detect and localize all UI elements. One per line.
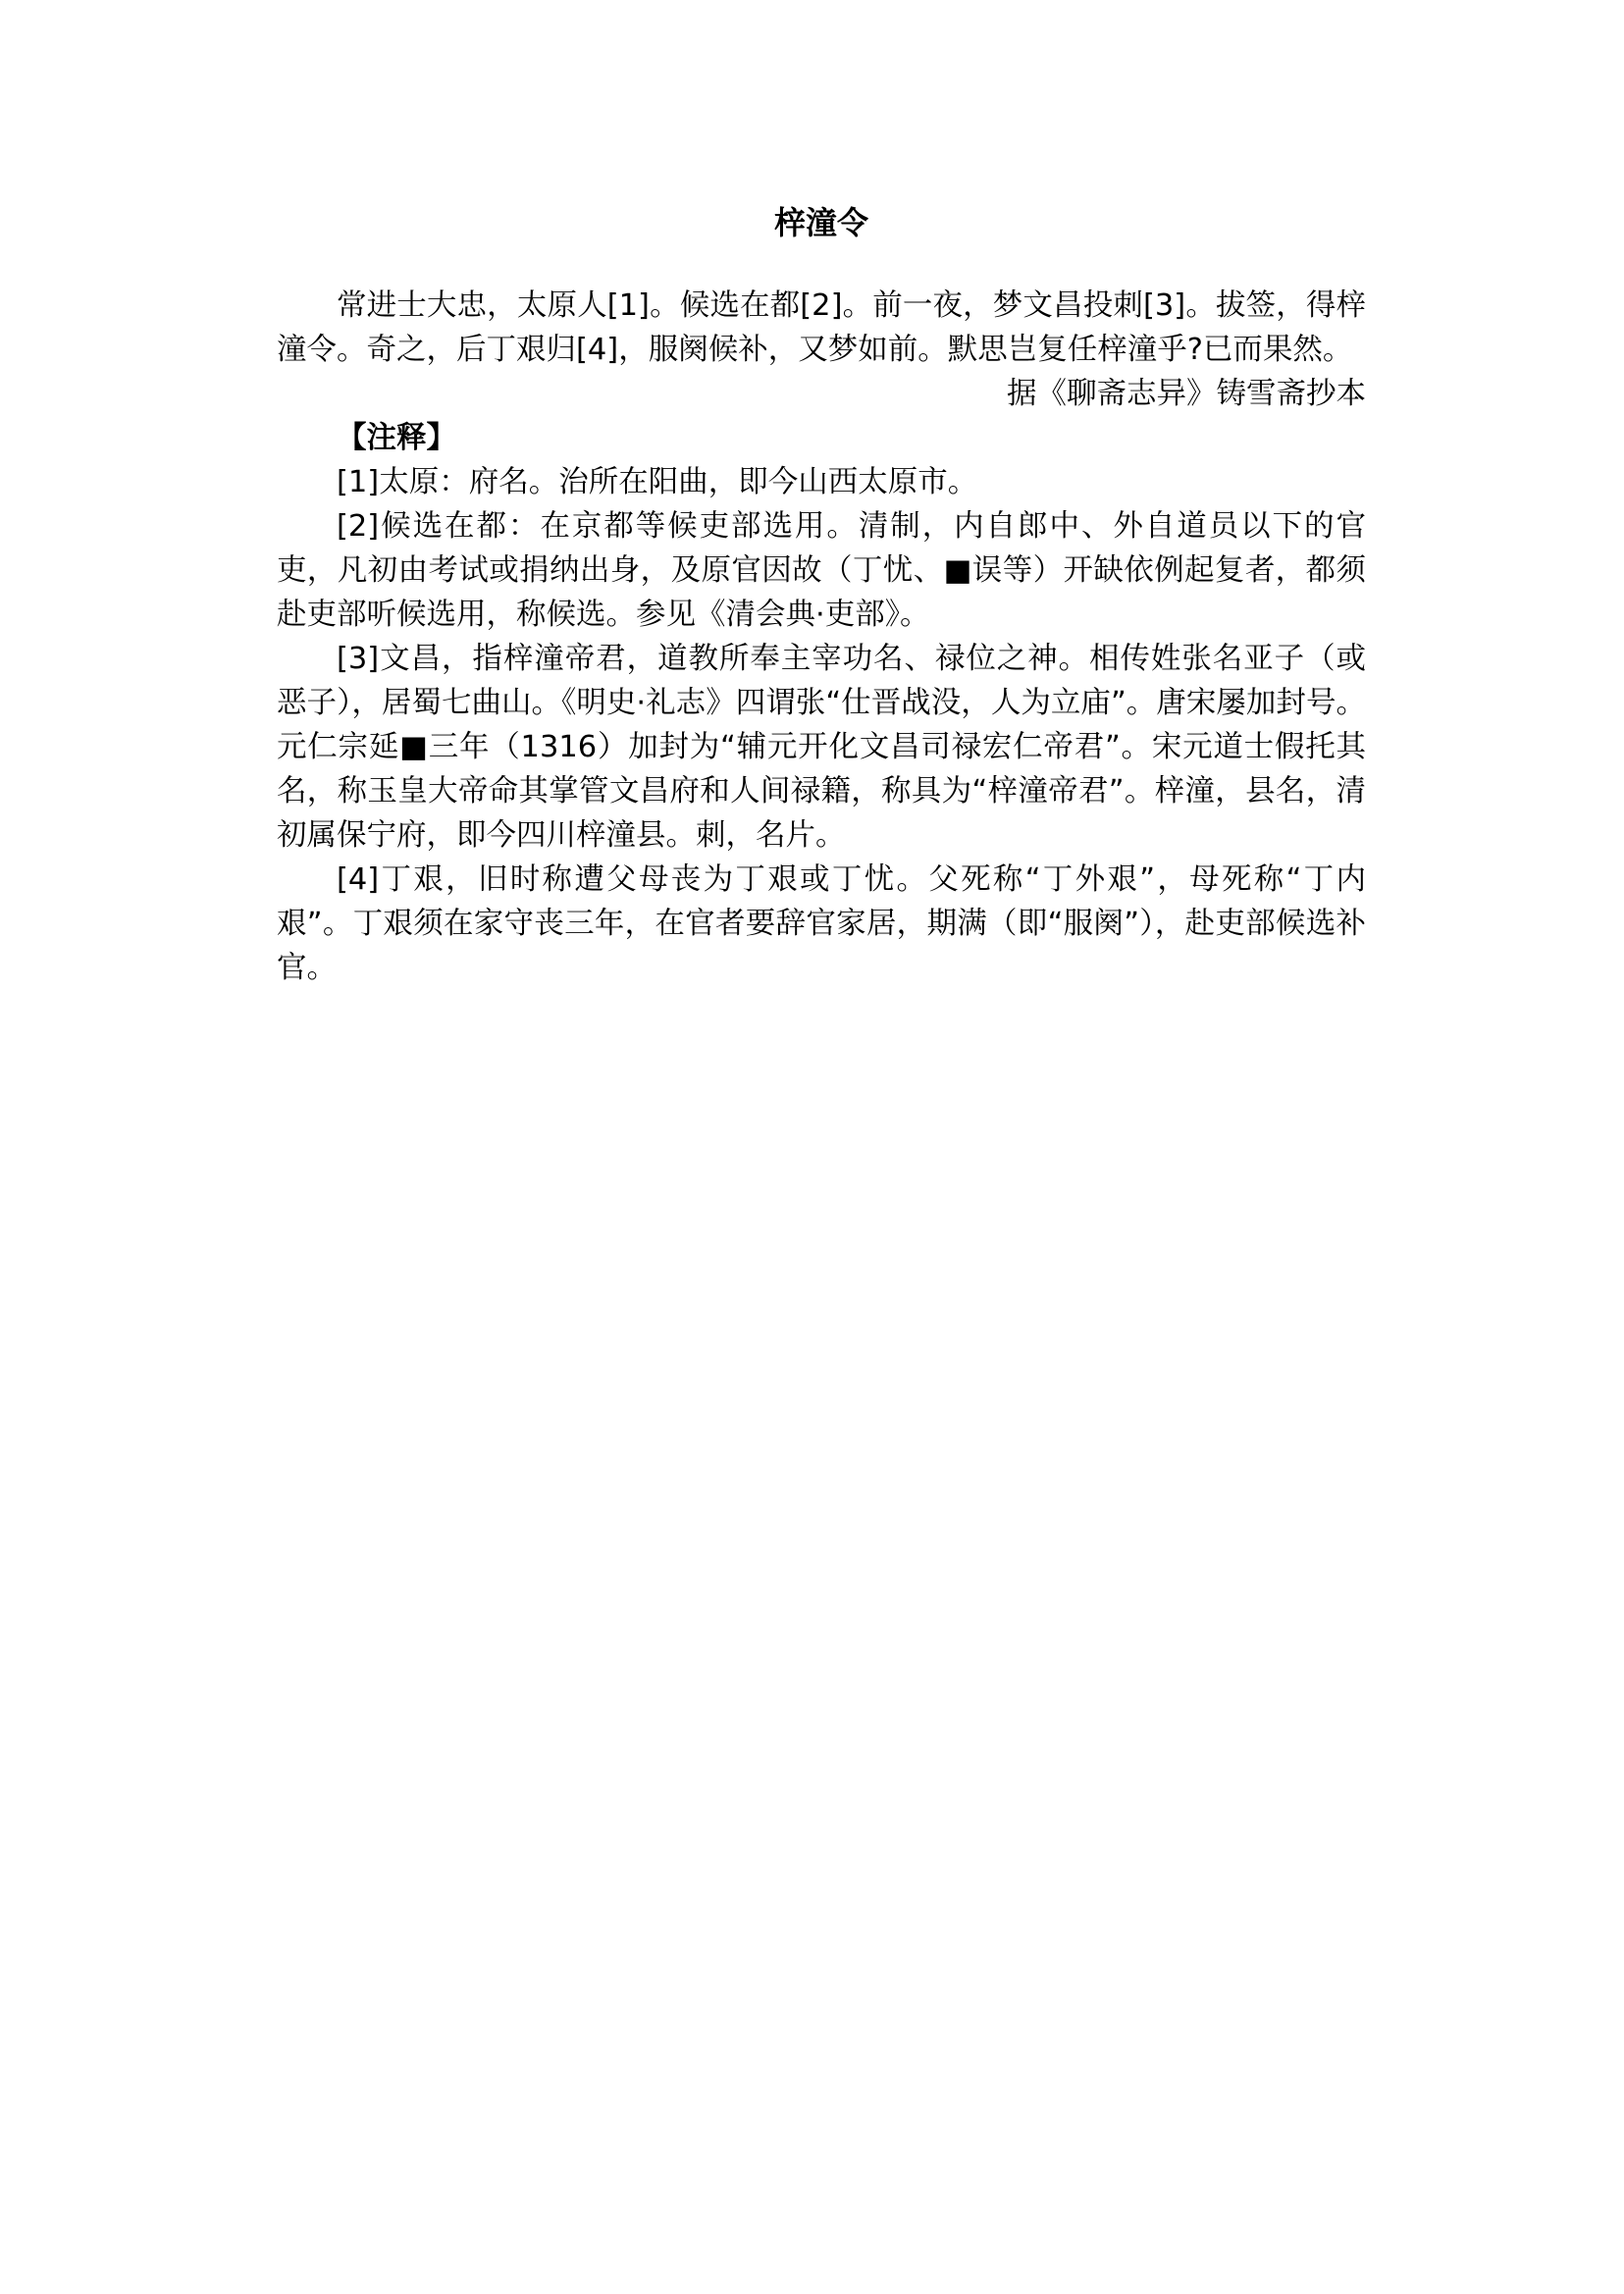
body-paragraph: 常进士大忠，太原人[1]。候选在都[2]。前一夜，梦文昌投刺[3]。拔签，得梓潼令。奇之，后丁艰归[4]，服阕候补，又梦如前。默思岂复任梓潼乎?已而果然。 [277, 288, 1366, 367]
note-3: [3]文昌，指梓潼帝君，道教所奉主宰功名、禄位之神。相传姓张名亚子（或恶子），居蜀七曲山。《明史·礼志》四谓张“仕晋战没，人为立庙”。唐宋屡加封号。元仁宗延■三年（1316）加封为“辅元开化文昌司禄宏仁帝君”。宋元道士假托其名，称玉皇大帝命其掌管文昌府和人间禄籍，称具为“梓潼帝君”。梓潼，县名，清初属保宁府，即今四川梓潼县。刺，名片。 [277, 642, 1366, 853]
source-citation: 据《聊斋志异》铸雪斋抄本 [1007, 377, 1366, 411]
document-page [277, 201, 1366, 990]
notes-heading: 【注释】 [337, 421, 456, 455]
note-4: [4]丁艰，旧时称遭父母丧为丁艰或丁忧。父死称“丁外艰”，母死称“丁内艰”。丁艰须在家守丧三年，在官者要辞官家居，期满（即“服阕”），赴吏部候选补官。 [277, 862, 1366, 985]
note-2: [2]候选在都：在京都等候吏部选用。清制，内自郎中、外自道员以下的官吏，凡初由考试或捐纳出身，及原官因故（丁忧、■误等）开缺依例起复者，都须赴吏部听候选用，称候选。参见《清会典·吏部》。 [277, 509, 1366, 632]
note-1: [1]太原：府名。治所在阳曲，即今山西太原市。 [337, 465, 978, 499]
document-title: 梓潼令 [773, 204, 868, 241]
